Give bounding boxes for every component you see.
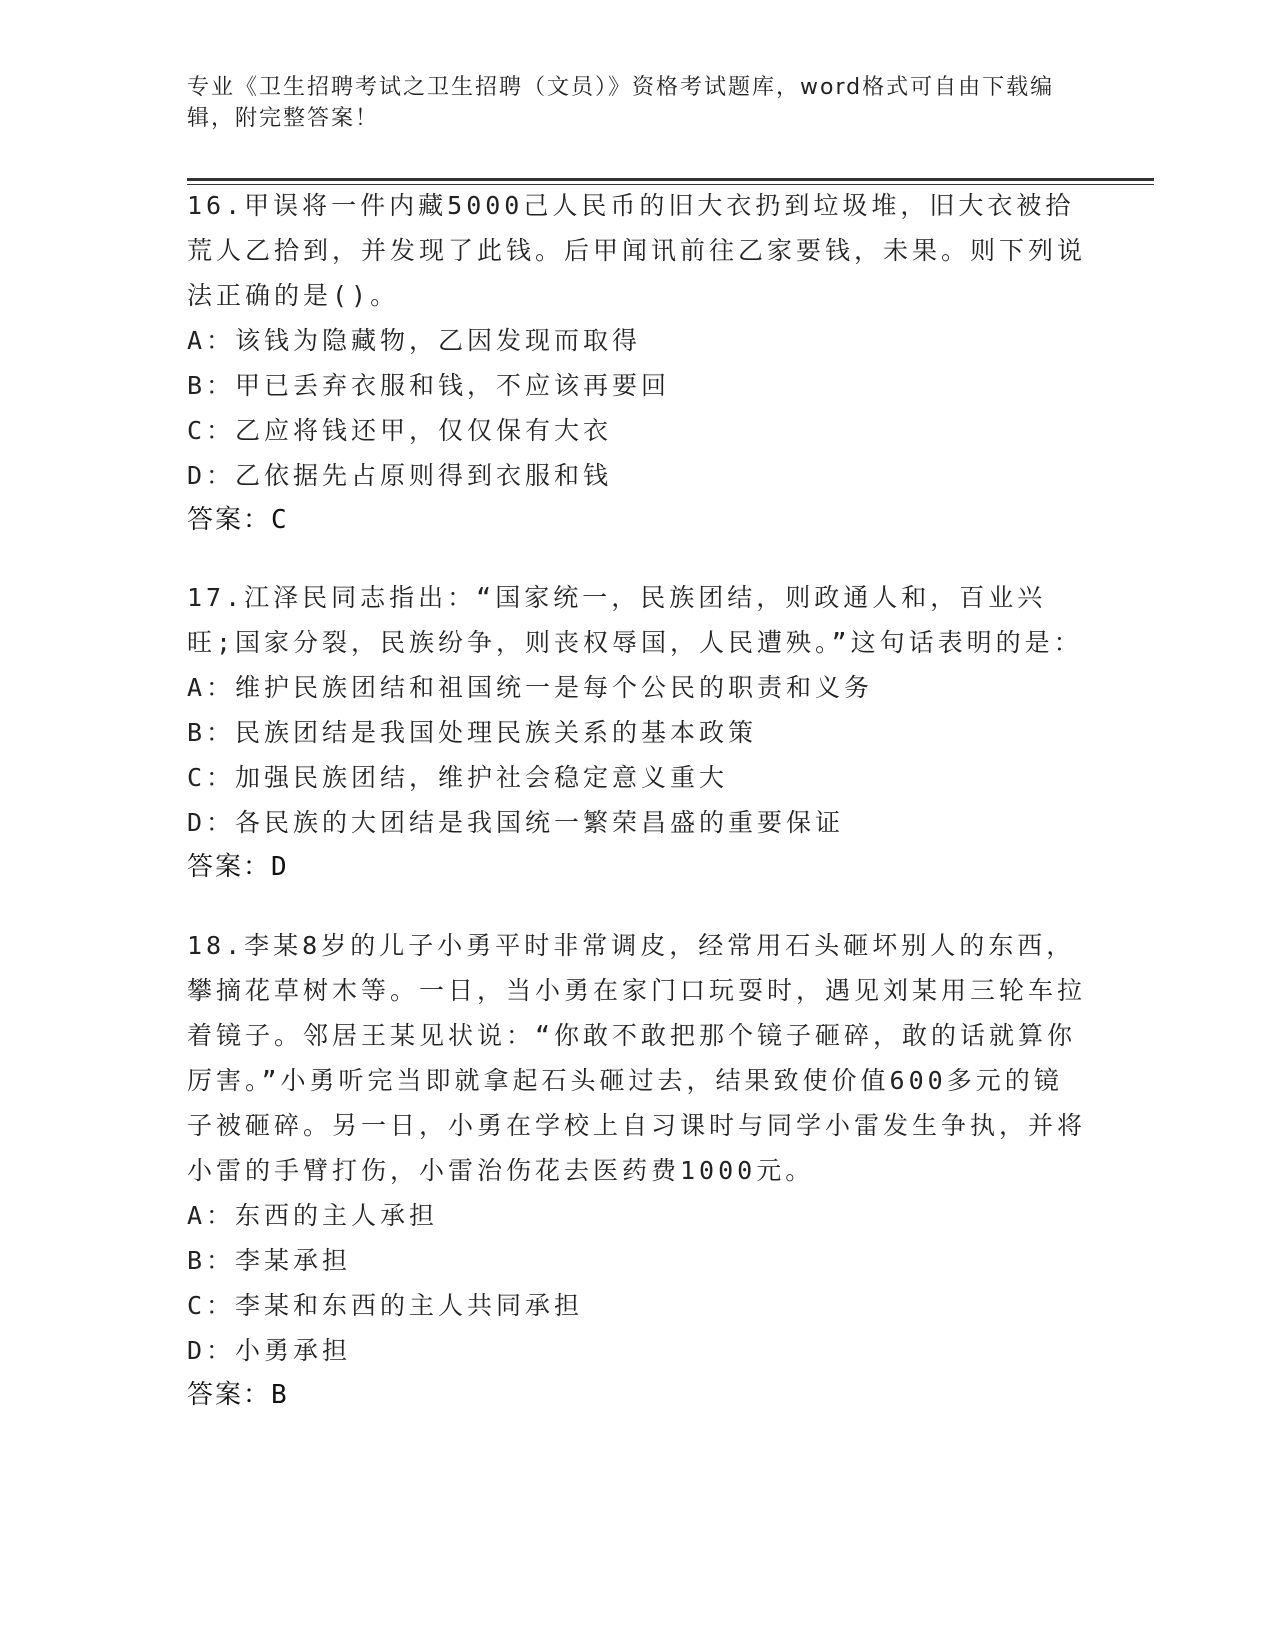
question-17 (187, 575, 1087, 890)
answer-label: 答案： (187, 1380, 272, 1410)
question-stem: 17.江泽民同志指出：“国家统一，民族团结，则政通人和，百业兴旺;国家分裂，民族纷争，则丧权辱国，人民遭殃。”这句话表明的是： (187, 583, 1083, 657)
document-header: 专业《卫生招聘考试之卫生招聘（文员）》资格考试题库，word格式可自由下载编辑，附完整答案！ (187, 75, 1055, 131)
question-16 (187, 183, 1087, 543)
header-divider-thick (187, 178, 1154, 181)
answer-line (187, 1373, 1087, 1418)
option-b: B：李某承担 (187, 1246, 352, 1275)
option-b: B：民族团结是我国处理民族关系的基本政策 (187, 718, 758, 747)
answer-line (187, 498, 1087, 543)
question-stem: 16.甲误将一件内藏5000己人民币的旧大衣扔到垃圾堆，旧大衣被拾荒人乙拾到，并发现了此钱。后甲闻讯前往乙家要钱，未果。则下列说法正确的是()。 (187, 191, 1087, 310)
option-d: D：小勇承担 (187, 1336, 352, 1365)
option-c: C：李某和东西的主人共同承担 (187, 1291, 584, 1320)
option-a: A：东西的主人承担 (187, 1201, 439, 1230)
option-a: A：该钱为隐藏物，乙因发现而取得 (187, 326, 642, 355)
answer-value: D (271, 852, 289, 882)
option-c: C：加强民族团结，维护社会稳定意义重大 (187, 763, 729, 792)
answer-value: B (271, 1380, 289, 1410)
question-18 (187, 923, 1087, 1418)
option-b: B：甲已丢弃衣服和钱，不应该再要回 (187, 371, 671, 400)
answer-line (187, 845, 1087, 890)
option-d: D：乙依据先占原则得到衣服和钱 (187, 461, 613, 490)
option-c: C：乙应将钱还甲，仅仅保有大衣 (187, 416, 613, 445)
option-a: A：维护民族团结和祖国统一是每个公民的职责和义务 (187, 673, 874, 702)
answer-value: C (271, 505, 289, 535)
answer-label: 答案： (187, 852, 272, 882)
question-stem: 18.李某8岁的儿子小勇平时非常调皮，经常用石头砸坏别人的东西，攀摘花草树木等。一日，当小勇在家门口玩耍时，遇见刘某用三轮车拉着镜子。邻居王某见状说：“你敢不敢把那个镜子砸碎，敢的话就算你厉害。”小勇听完当即就拿起石头砸过去，结果致使价值600多元的镜子被砸碎。另一日，小勇在学校上自习课时与同学小雷发生争执，并将小雷的手臂打伤，小雷治伤花去医药费1000元。 (187, 931, 1087, 1185)
option-d: D：各民族的大团结是我国统一繁荣昌盛的重要保证 (187, 808, 845, 837)
answer-label: 答案： (187, 505, 272, 535)
